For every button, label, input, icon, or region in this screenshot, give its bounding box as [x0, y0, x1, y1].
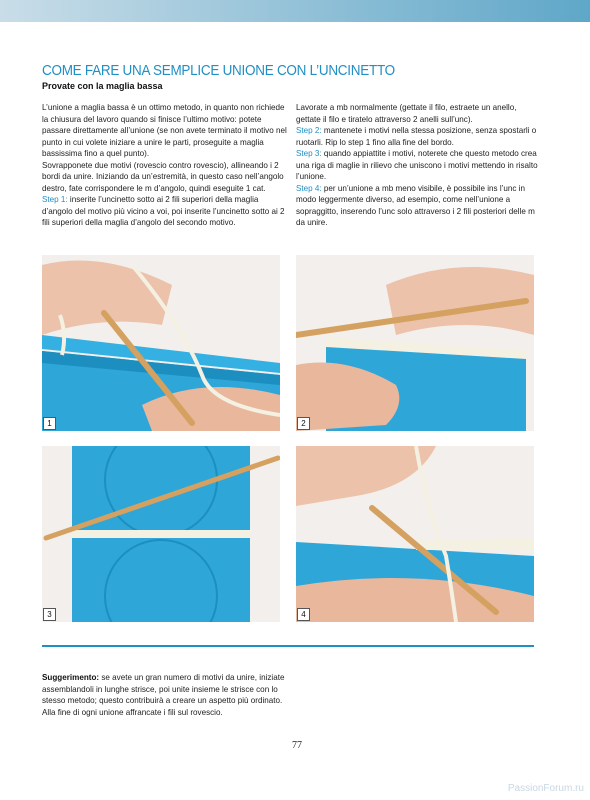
photo-number-4: 4 — [297, 608, 310, 621]
photo-number-1: 1 — [43, 417, 56, 430]
step-photo-1-image — [42, 255, 280, 431]
overlap-paragraph: Sovrapponete due motivi (rovescio contro rovescio), allineando i 2 bordi da unire. Iniziando da un’estremità, in questo caso nell’angolo destro, fate corrispondere le m d’angolo, quindi eseguite 1 cat. — [42, 160, 284, 193]
tip-label: Suggerimento: — [42, 673, 100, 682]
step-3-text: quando appiattite i motivi, noterete che questo metodo crea una riga di maglie in rilievo che uniscono i motivi mettendo in risalto l’unione. — [296, 149, 538, 181]
magazine-page — [28, 22, 566, 800]
left-text-column — [42, 102, 287, 229]
page-title: COME FARE UNA SEMPLICE UNIONE CON L’UNCINETTO — [42, 62, 395, 79]
tip-box — [42, 672, 292, 718]
step-1-text: inserite l’uncinetto sotto ai 2 fili superiori della maglia d’angolo del motivo più vicino a voi, poi inserite l’uncinetto sotto ai 2 fili superiori della maglia d’angolo del secondo motivo. — [42, 195, 285, 227]
photo-number-3: 3 — [43, 608, 56, 621]
step-2-label: Step 2: — [296, 126, 322, 135]
step-4-paragraph — [296, 183, 541, 229]
step-4-text: per un’unione a mb meno visibile, è possibile ins l’unc in modo leggermente diverso, ad esempio, come nell’unione a sopraggitto, inserendo l’unc solo attraverso i 2 fili posteriori delle m da unire. — [296, 183, 535, 227]
step-3-paragraph — [296, 148, 541, 183]
top-color-band — [0, 0, 590, 22]
watermark: PassionForum.ru — [507, 783, 584, 794]
step-3-label: Step 3: — [296, 149, 322, 158]
step-1-label: Step 1: — [42, 195, 68, 204]
step-photo-2-image — [296, 255, 534, 431]
section-divider — [42, 645, 534, 647]
step-2-paragraph — [296, 125, 541, 148]
right-text-column — [296, 102, 541, 229]
intro-paragraph: L’unione a maglia bassa è un ottimo metodo, in quanto non richiede la chiusura del lavoro quando si finisce l’ultimo motivo: potete passare direttamente all’unione (se non avete terminato il motivo nel punto in cui volete iniziare a unire le parti, proseguite a maglia bassissima fino a quel punto). — [42, 103, 287, 158]
step-photo-4 — [296, 446, 534, 622]
step-photo-3 — [42, 446, 280, 622]
step-4-label: Step 4: — [296, 183, 322, 193]
step-photo-4-image — [296, 446, 534, 622]
step-1-paragraph — [42, 194, 287, 229]
step-photo-2 — [296, 255, 534, 431]
page-number: 77 — [292, 740, 302, 751]
step-photo-3-image — [42, 446, 280, 622]
photo-number-2: 2 — [297, 417, 310, 430]
crochet-paragraph: Lavorate a mb normalmente (gettate il filo, estraete un anello, gettate il filo e tiratelo attraverso 2 anelli sull’unc). — [296, 103, 517, 124]
tip-text: se avete un gran numero di motivi da unire, iniziate assemblandoli in lunghe strisce, poi unite insieme le strisce con lo stesso metodo; questo contribuirà a creare un aspetto più ordinato. Alla fine di ogni unione affrancate i fili sul rovescio. — [42, 673, 285, 717]
step-2-text: mantenete i motivi nella stessa posizione, senza spostarli o ruotarli. Rip lo step 1 fino alla fine del bordo. — [296, 126, 537, 147]
step-photo-1 — [42, 255, 280, 431]
page-subtitle: Provate con la maglia bassa — [42, 81, 163, 91]
